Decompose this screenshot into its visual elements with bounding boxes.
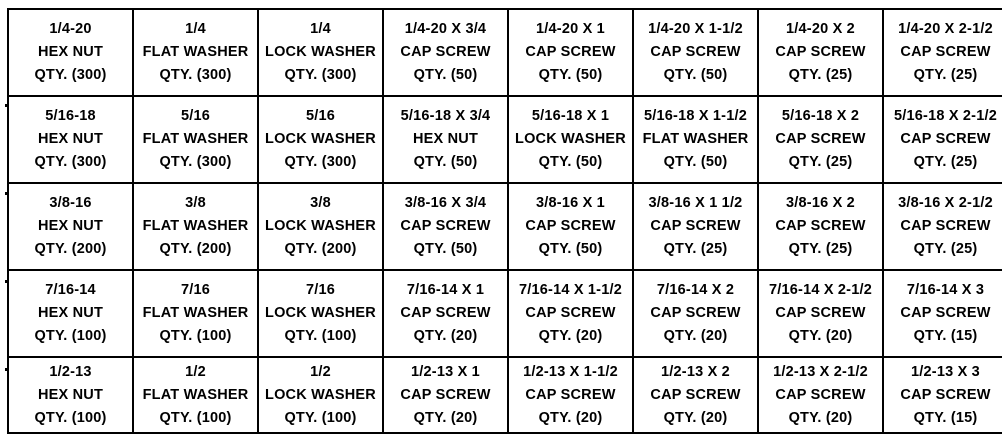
label-cell	[258, 357, 383, 433]
label-cell	[508, 9, 633, 96]
label-cell	[8, 183, 133, 270]
label-cell	[258, 96, 383, 183]
label-cell	[133, 270, 258, 357]
label-cell	[883, 96, 1002, 183]
label-quantity-text: QTY. (50)	[413, 241, 478, 257]
label-cell	[633, 9, 758, 96]
label-cell	[133, 183, 258, 270]
label-size-text: 5/16	[305, 108, 336, 124]
label-size-text: 1/2-13 X 2-1/2	[773, 363, 868, 380]
label-part-type-text: CAP SCREW	[400, 386, 491, 403]
label-cell	[133, 96, 258, 183]
label-part-type-text: CAP SCREW	[775, 386, 866, 403]
label-part-type-text: LOCK WASHER	[265, 218, 376, 234]
label-part-type-text: HEX NUT	[37, 131, 104, 147]
label-size-text: 1/2-13 X 2	[661, 363, 730, 380]
label-quantity-text: QTY. (25)	[913, 67, 978, 83]
label-size-text: 3/8-16 X 2-1/2	[898, 195, 993, 211]
label-size-text: 5/16-18 X 1	[531, 108, 610, 124]
label-part-type-text: FLAT WASHER	[142, 131, 249, 147]
label-size-text: 1/4-20 X 2-1/2	[898, 21, 993, 37]
label-size-text: 1/2-13 X 3	[911, 363, 980, 380]
label-quantity-text: QTY. (50)	[663, 67, 728, 83]
label-quantity-text: QTY. (20)	[663, 328, 728, 344]
label-part-type-text: CAP SCREW	[400, 44, 491, 60]
label-part-type-text: CAP SCREW	[650, 44, 741, 60]
label-size-text: 1/4-20 X 2	[786, 21, 855, 37]
label-part-type-text: CAP SCREW	[650, 386, 741, 403]
label-quantity-text: QTY. (300)	[159, 154, 232, 170]
label-size-text: 1/2	[185, 363, 206, 380]
row-marker-tick	[5, 192, 8, 195]
label-part-type-text: CAP SCREW	[775, 305, 866, 321]
label-quantity-text: QTY. (300)	[284, 154, 357, 170]
label-cell	[633, 357, 758, 433]
label-part-type-text: LOCK WASHER	[265, 131, 376, 147]
label-row-five-sixteenths	[8, 96, 1002, 183]
label-part-type-text: CAP SCREW	[900, 131, 991, 147]
label-quantity-text: QTY. (20)	[538, 409, 603, 426]
label-quantity-text: QTY. (100)	[159, 328, 232, 344]
label-part-type-text: CAP SCREW	[650, 305, 741, 321]
label-cell	[633, 270, 758, 357]
label-quantity-text: QTY. (300)	[159, 67, 232, 83]
label-size-text: 5/16-18 X 3/4	[400, 108, 491, 124]
label-size-text: 5/16-18 X 2-1/2	[894, 108, 997, 124]
label-part-type-text: CAP SCREW	[400, 305, 491, 321]
label-part-type-text: LOCK WASHER	[265, 305, 376, 321]
label-cell	[758, 96, 883, 183]
label-part-type-text: LOCK WASHER	[265, 44, 376, 60]
label-quantity-text: QTY. (25)	[913, 154, 978, 170]
label-size-text: 5/16-18	[45, 108, 96, 124]
label-size-text: 5/16-18 X 2	[781, 108, 860, 124]
label-size-text: 3/8-16 X 1	[536, 195, 605, 211]
label-size-text: 1/4	[185, 21, 206, 37]
label-quantity-text: QTY. (15)	[913, 328, 978, 344]
label-cell	[133, 9, 258, 96]
label-quantity-text: QTY. (200)	[159, 241, 232, 257]
hardware-label-grid	[7, 8, 1002, 434]
label-cell	[883, 270, 1002, 357]
label-cell	[258, 270, 383, 357]
label-quantity-text: QTY. (20)	[538, 328, 603, 344]
label-size-text: 1/2	[310, 363, 331, 380]
label-cell	[383, 270, 508, 357]
label-quantity-text: QTY. (25)	[663, 241, 728, 257]
label-cell	[258, 9, 383, 96]
label-size-text: 7/16-14 X 2	[656, 282, 735, 298]
label-size-text: 5/16	[180, 108, 211, 124]
label-size-text: 7/16-14 X 1	[406, 282, 485, 298]
label-size-text: 7/16-14 X 1-1/2	[519, 282, 622, 298]
label-quantity-text: QTY. (20)	[788, 409, 853, 426]
label-cell	[508, 96, 633, 183]
label-size-text: 1/2-13	[49, 363, 92, 380]
label-part-type-text: HEX NUT	[37, 386, 104, 403]
label-cell	[133, 357, 258, 433]
label-cell	[383, 183, 508, 270]
label-quantity-text: QTY. (100)	[284, 328, 357, 344]
label-cell	[633, 96, 758, 183]
label-cell	[8, 357, 133, 433]
label-part-type-text: CAP SCREW	[525, 44, 616, 60]
label-size-text: 3/8-16 X 1 1/2	[648, 195, 743, 211]
label-cell	[508, 357, 633, 433]
label-size-text: 3/8-16	[49, 195, 92, 211]
label-size-text: 3/8-16 X 3/4	[404, 195, 487, 211]
label-grid-body	[8, 9, 1002, 433]
label-quantity-text: QTY. (100)	[284, 409, 357, 426]
label-size-text: 1/4-20 X 1	[536, 21, 605, 37]
label-cell	[508, 270, 633, 357]
row-marker-tick	[5, 368, 8, 371]
label-cell	[758, 357, 883, 433]
label-quantity-text: QTY. (50)	[663, 154, 728, 170]
label-size-text: 3/8	[185, 195, 206, 211]
label-part-type-text: CAP SCREW	[775, 44, 866, 60]
label-cell	[883, 183, 1002, 270]
label-quantity-text: QTY. (100)	[34, 409, 107, 426]
label-cell	[508, 183, 633, 270]
label-cell	[8, 96, 133, 183]
label-cell	[383, 357, 508, 433]
label-quantity-text: QTY. (200)	[284, 241, 357, 257]
label-cell	[883, 357, 1002, 433]
label-size-text: 1/4-20 X 3/4	[404, 21, 487, 37]
label-part-type-text: CAP SCREW	[400, 218, 491, 234]
label-part-type-text: CAP SCREW	[525, 386, 616, 403]
label-size-text: 1/2-13 X 1	[411, 363, 480, 380]
label-part-type-text: CAP SCREW	[775, 131, 866, 147]
row-marker-tick	[5, 104, 8, 107]
label-quantity-text: QTY. (20)	[788, 328, 853, 344]
label-cell	[758, 183, 883, 270]
label-quantity-text: QTY. (300)	[284, 67, 357, 83]
label-quantity-text: QTY. (200)	[34, 241, 107, 257]
label-part-type-text: LOCK WASHER	[515, 131, 626, 147]
label-cell	[383, 9, 508, 96]
label-quantity-text: QTY. (300)	[34, 67, 107, 83]
label-size-text: 3/8	[310, 195, 331, 211]
label-size-text: 7/16-14 X 2-1/2	[769, 282, 872, 298]
label-part-type-text: CAP SCREW	[900, 305, 991, 321]
label-part-type-text: HEX NUT	[37, 44, 104, 60]
label-cell	[633, 183, 758, 270]
label-quantity-text: QTY. (50)	[413, 67, 478, 83]
label-row-seven-sixteenths	[8, 270, 1002, 357]
label-quantity-text: QTY. (20)	[413, 409, 478, 426]
label-part-type-text: HEX NUT	[37, 305, 104, 321]
label-cell	[758, 9, 883, 96]
label-cell	[8, 270, 133, 357]
label-size-text: 1/2-13 X 1-1/2	[523, 363, 618, 380]
label-quantity-text: QTY. (25)	[913, 241, 978, 257]
label-quantity-text: QTY. (50)	[538, 241, 603, 257]
label-quantity-text: QTY. (20)	[663, 409, 728, 426]
label-cell	[258, 183, 383, 270]
label-part-type-text: FLAT WASHER	[142, 218, 249, 234]
label-quantity-text: QTY. (25)	[788, 154, 853, 170]
label-quantity-text: QTY. (20)	[413, 328, 478, 344]
label-part-type-text: FLAT WASHER	[142, 305, 249, 321]
label-quantity-text: QTY. (50)	[413, 154, 478, 170]
label-cell	[758, 270, 883, 357]
label-part-type-text: HEX NUT	[412, 131, 479, 147]
label-quantity-text: QTY. (25)	[788, 241, 853, 257]
label-size-text: 1/4-20	[49, 21, 92, 37]
label-size-text: 7/16	[305, 282, 336, 298]
label-size-text: 7/16-14 X 3	[906, 282, 985, 298]
label-row-quarter-inch	[8, 9, 1002, 96]
label-part-type-text: CAP SCREW	[900, 44, 991, 60]
label-row-half-inch	[8, 357, 1002, 433]
label-size-text: 1/4-20 X 1-1/2	[648, 21, 743, 37]
label-part-type-text: CAP SCREW	[525, 218, 616, 234]
label-quantity-text: QTY. (50)	[538, 154, 603, 170]
label-cell	[8, 9, 133, 96]
label-cell	[383, 96, 508, 183]
label-size-text: 3/8-16 X 2	[786, 195, 855, 211]
label-quantity-text: QTY. (100)	[159, 409, 232, 426]
label-part-type-text: CAP SCREW	[775, 218, 866, 234]
label-part-type-text: CAP SCREW	[900, 218, 991, 234]
label-part-type-text: FLAT WASHER	[142, 386, 249, 403]
label-part-type-text: LOCK WASHER	[265, 386, 376, 403]
label-quantity-text: QTY. (300)	[34, 154, 107, 170]
label-quantity-text: QTY. (25)	[788, 67, 853, 83]
label-size-text: 1/4	[310, 21, 331, 37]
label-quantity-text: QTY. (15)	[913, 409, 978, 426]
label-part-type-text: HEX NUT	[37, 218, 104, 234]
label-part-type-text: CAP SCREW	[650, 218, 741, 234]
label-size-text: 5/16-18 X 1-1/2	[644, 108, 747, 124]
label-part-type-text: FLAT WASHER	[642, 131, 749, 147]
label-size-text: 7/16-14	[45, 282, 96, 298]
label-part-type-text: CAP SCREW	[900, 386, 991, 403]
label-cell	[883, 9, 1002, 96]
label-part-type-text: FLAT WASHER	[142, 44, 249, 60]
label-part-type-text: CAP SCREW	[525, 305, 616, 321]
label-quantity-text: QTY. (50)	[538, 67, 603, 83]
label-row-three-eighths	[8, 183, 1002, 270]
label-quantity-text: QTY. (100)	[34, 328, 107, 344]
row-marker-tick	[5, 280, 8, 283]
label-size-text: 7/16	[180, 282, 211, 298]
